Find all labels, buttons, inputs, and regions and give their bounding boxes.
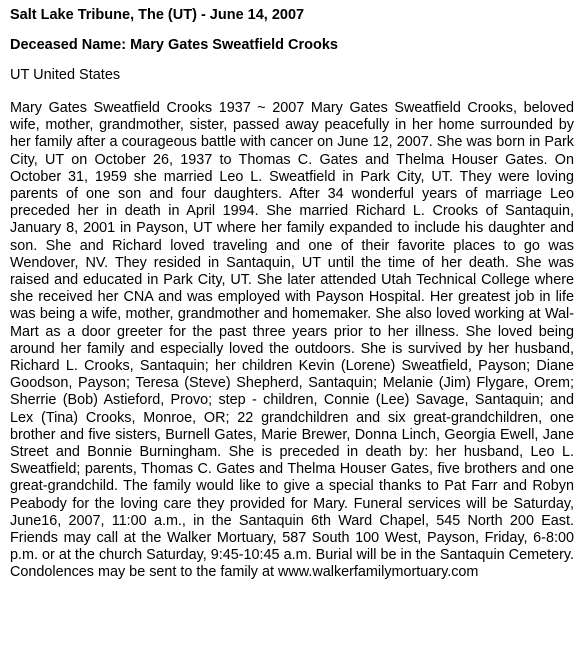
deceased-name-heading: Deceased Name: Mary Gates Sweatfield Crooks — [10, 37, 338, 53]
location-text: UT United States — [10, 67, 121, 83]
obituary-body-text: Mary Gates Sweatfield Crooks 1937 ~ 2007 Mary Gates Sweatfield Crooks, beloved wife, mother, grandmother, sister, passed away peacefully in her home surrounded by her family after a courageous battle with cancer on June 12, 2007. She was born in Park City, UT on October 26, 1937 to Thomas C. Gates and Thelma Houser Gates. On October 31, 1959 she married Leo L. Sweatfield in Park City, UT. They were loving parents of one son and four daughters. After 34 wonderful years of marriage Leo preceded her in death in April 1994. She married Richard L. Crooks of Santaquin, January 8, 2001 in Payson, UT where her family expanded to include his daughter and son. She and Richard loved traveling and one of their favorite places to go was Wendover, NV. They resided in Santaquin, UT until the time of her death. She was raised and educated in Park City, UT. She later attended Utah Technical College where she received her CNA and was employed with Payson Hospital. Her greatest job in life was being a wife, mother, grandmother and homemaker. She also loved working at Wal-Mart as a door greeter for the past three years prior to her illness. She loved being around her family and especially loved the outdoors. She is survived by her husband, Richard L. Crooks, Santaquin; her children Kevin (Lorene) Sweatfield, Payson; Diane Goodson, Payson; Teresa (Steve) Shepherd, Santaquin; Melanie (Jim) Flygare, Orem; Sherrie (Bob) Astieford, Provo; step - children, Connie (Lee) Savage, Santaquin; and Lex (Tina) Crooks, Monroe, OR; 22 grandchildren and six great-grandchildren, one brother and five sisters, Burnell Gates, Marie Brewer, Donna Linch, Georgia Ewell, Jane Street and Bonnie Burningham. She is preceded in death by: her husband, Leo L. Sweatfield; parents, Thomas C. Gates and Thelma Houser Gates, five brothers and one great-grandchild. The family would like to give a special thanks to Pat Farr and Robyn Peabody for the loving care they provided for Mary. Funeral services will be Saturday, June16, 2007, 11:00 a.m., in the Santaquin 6th Ward Chapel, 545 North 200 East. Friends may call at the Walker Mortuary, 587 South 100 West, Payson, Friday, 6-8:00 p.m. or at the church Saturday, 9:45-10:45 a.m. Burial will be in the Santaquin Cemetery. Condolences may be sent to the family at www.walkerfamilymortuary.com — [10, 100, 574, 581]
newspaper-source-heading: Salt Lake Tribune, The (UT) - June 14, 2007 — [10, 7, 305, 23]
